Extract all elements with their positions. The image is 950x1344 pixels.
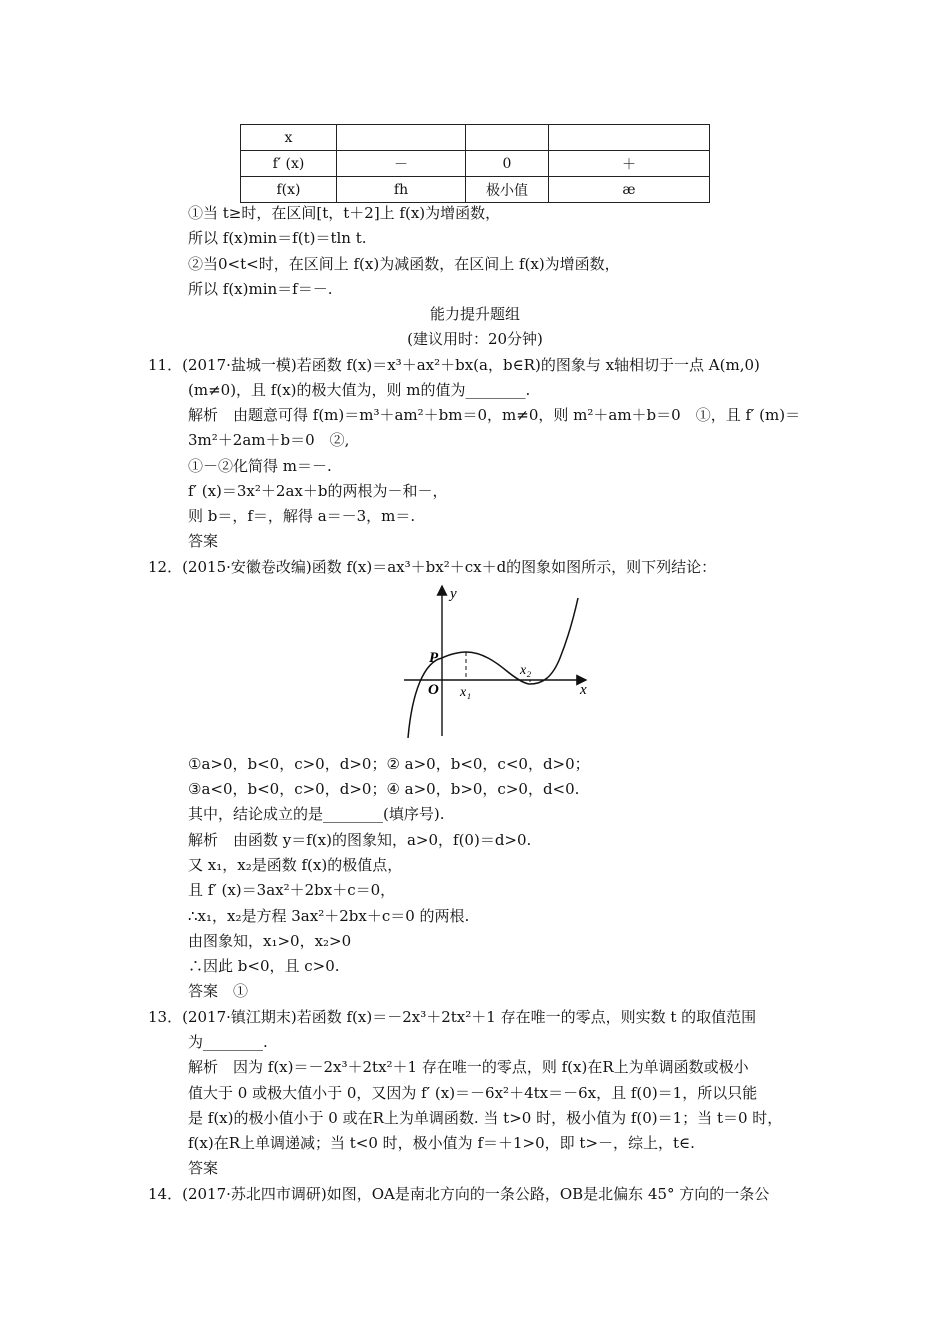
answer-label: 答案 [188, 1159, 219, 1177]
origin-label: O [428, 682, 439, 698]
text-line: 值大于 0 或极大值小于 0，又因为 f′ (x)＝－6x²＋4tx＝－6x，且 f(0)＝1，所以只能 [188, 1084, 758, 1102]
text-line: 其中，结论成立的是________(填序号). [188, 805, 445, 823]
x2-label: x₂ [520, 663, 532, 678]
text-line: 解析 因为 f(x)＝－2x³＋2tx²＋1 存在唯一的零点，则 f(x)在R上为单调函数或极小 [188, 1058, 749, 1076]
table-row [241, 177, 710, 203]
text-line: 所以 f(x)min＝f＝－. [188, 280, 333, 298]
text-line: 且 f′ (x)＝3ax²＋2bx＋c＝0， [188, 881, 396, 899]
text-line: ∴因此 b<0，且 c>0. [188, 957, 340, 975]
cubic-function-graph [398, 582, 594, 738]
table-cell: fh [337, 177, 466, 203]
text-line: f′ (x)＝3x²＋2ax＋b的两根为－和－， [188, 482, 448, 500]
text-line: ①当 t≥时，在区间[t，t＋2]上 f(x)为增函数， [188, 204, 501, 222]
text-line: ③a<0，b<0，c>0，d>0；④ a>0，b>0，c>0，d<0. [188, 780, 580, 798]
text-line: ①a>0，b<0，c>0，d>0；② a>0，b<0，c<0，d>0； [188, 755, 590, 773]
table-row [241, 125, 710, 151]
section-subheading: (建议用时：20分钟) [407, 330, 543, 348]
function-curve [408, 598, 578, 738]
text-line: 是 f(x)的极小值小于 0 或在R上为单调函数. 当 t>0 时，极小值为 f(0)＝1；当 t＝0 时， [188, 1109, 783, 1127]
table-cell [549, 125, 710, 151]
text-line: 由图象知，x₁>0，x₂>0 [188, 932, 352, 950]
table-row [241, 151, 710, 177]
y-axis-label: y [450, 586, 457, 602]
variation-table [240, 124, 710, 203]
text-line: 则 b＝，f＝，解得 a＝－3，m＝. [188, 507, 416, 525]
text-line: ②当0<t<时，在区间上 f(x)为减函数，在区间上 f(x)为增函数， [188, 255, 620, 273]
text-line: 所以 f(x)min＝f(t)＝tln t. [188, 229, 367, 247]
text-line: f(x)在R上单调递减；当 t<0 时，极小值为 f＝＋1>0，即 t>－，综上，t∈. [188, 1134, 695, 1152]
table-cell: x [241, 125, 337, 151]
question-12: 12．(2015·安徽卷改编)函数 f(x)＝ax³＋bx²＋cx＋d的图象如图所示，则下列结论： [148, 558, 717, 576]
answer-label: 答案 ① [188, 982, 249, 1000]
table-cell: － [337, 151, 466, 177]
table-cell: f′ (x) [241, 151, 337, 177]
point-p-label: P [429, 650, 439, 666]
question-14: 14．(2017·苏北四市调研)如图，OA是南北方向的一条公路，OB是北偏东 45° 方向的一条公 [148, 1185, 770, 1203]
x1-label: x₁ [460, 685, 472, 700]
text-line: (m≠0)，且 f(x)的极大值为，则 m的值为________. [188, 381, 531, 399]
text-line: 解析 由函数 y＝f(x)的图象知，a>0，f(0)＝d>0. [188, 831, 532, 849]
table-cell [466, 125, 549, 151]
answer-label: 答案 [188, 532, 219, 550]
table-cell: ＋ [549, 151, 710, 177]
question-13: 13．(2017·镇江期末)若函数 f(x)＝－2x³＋2tx²＋1 存在唯一的零点，则实数 t 的取值范围 [148, 1008, 757, 1026]
table-cell: æ [549, 177, 710, 203]
table-cell: 0 [466, 151, 549, 177]
x-axis-label: x [580, 682, 587, 698]
text-line: 又 x₁，x₂是函数 f(x)的极值点， [188, 856, 403, 874]
table-cell: 极小值 [466, 177, 549, 203]
question-11: 11．(2017·盐城一模)若函数 f(x)＝x³＋ax²＋bx(a，b∈R)的图象与 x轴相切于一点 A(m,0) [148, 356, 760, 374]
text-line: 解析 由题意可得 f(m)＝m³＋am²＋bm＝0，m≠0，则 m²＋am＋b＝0 ①，且 f′ (m)＝ [188, 406, 801, 424]
text-line: ①－②化简得 m＝－. [188, 457, 332, 475]
text-line: 3m²＋2am＋b＝0 ②, [188, 431, 350, 449]
section-heading: 能力提升题组 [429, 305, 520, 323]
text-line: ∴x₁，x₂是方程 3ax²＋2bx＋c＝0 的两根. [188, 907, 470, 925]
table-cell [337, 125, 466, 151]
text-line: 为________. [188, 1033, 268, 1051]
table-cell: f(x) [241, 177, 337, 203]
